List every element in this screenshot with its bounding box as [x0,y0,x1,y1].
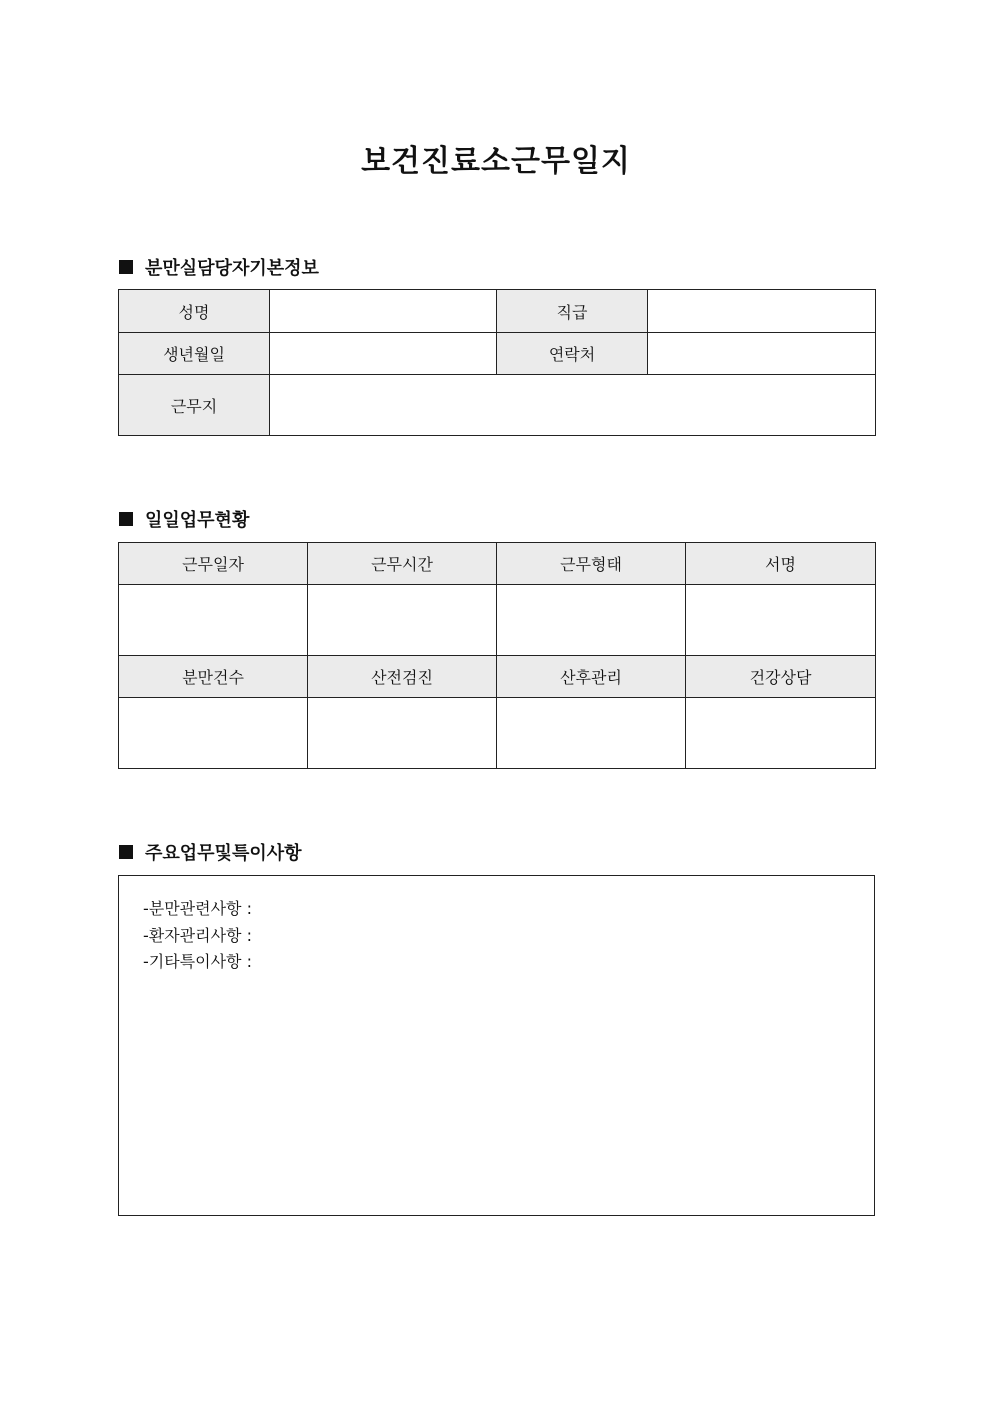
square-bullet-icon [119,845,133,859]
section-heading-label: 분만실담당자기본정보 [145,258,319,279]
patient-management-item: -환자관리사항 : [143,925,252,945]
work-hours-field[interactable] [308,585,497,656]
work-hours-label: 근무시간 [308,543,497,585]
postpartum-care-label: 산후관리 [497,656,686,698]
workplace-field[interactable] [270,375,876,436]
birthdate-field[interactable] [270,333,497,375]
section-heading-label: 주요업무및특이사항 [145,843,302,864]
postpartum-care-field[interactable] [497,698,686,769]
contact-field[interactable] [648,333,876,375]
other-notes-item: -기타특이사항 : [143,952,252,971]
rank-field[interactable] [648,290,876,333]
section-heading-notes [119,839,302,865]
section-heading-basic-info [119,254,319,280]
birthdate-label: 생년월일 [119,333,270,375]
work-type-label: 근무형태 [497,543,686,585]
name-label: 성명 [119,290,270,333]
signature-label: 서명 [686,543,876,585]
prenatal-checkup-field[interactable] [308,698,497,769]
delivery-notes-item: -분만관련사항 : [143,899,252,918]
signature-field[interactable] [686,585,876,656]
daily-status-table [118,542,876,769]
notes-field[interactable] [118,875,875,1216]
work-date-field[interactable] [119,585,308,656]
notes-list [119,876,874,976]
page-title: 보건진료소근무일지 [361,144,631,179]
delivery-count-label: 분만건수 [119,656,308,698]
rank-label: 직급 [497,290,648,333]
health-consultation-label: 건강상담 [686,656,876,698]
contact-label: 연락처 [497,333,648,375]
workplace-label: 근무지 [119,375,270,436]
section-heading-label: 일일업무현황 [145,510,250,531]
delivery-count-field[interactable] [119,698,308,769]
basic-info-table [118,289,876,436]
square-bullet-icon [119,260,133,274]
work-type-field[interactable] [497,585,686,656]
section-heading-daily-status [119,506,249,532]
work-date-label: 근무일자 [119,543,308,585]
prenatal-checkup-label: 산전검진 [308,656,497,698]
name-field[interactable] [270,290,497,333]
health-consultation-field[interactable] [686,698,876,769]
square-bullet-icon [119,512,133,526]
